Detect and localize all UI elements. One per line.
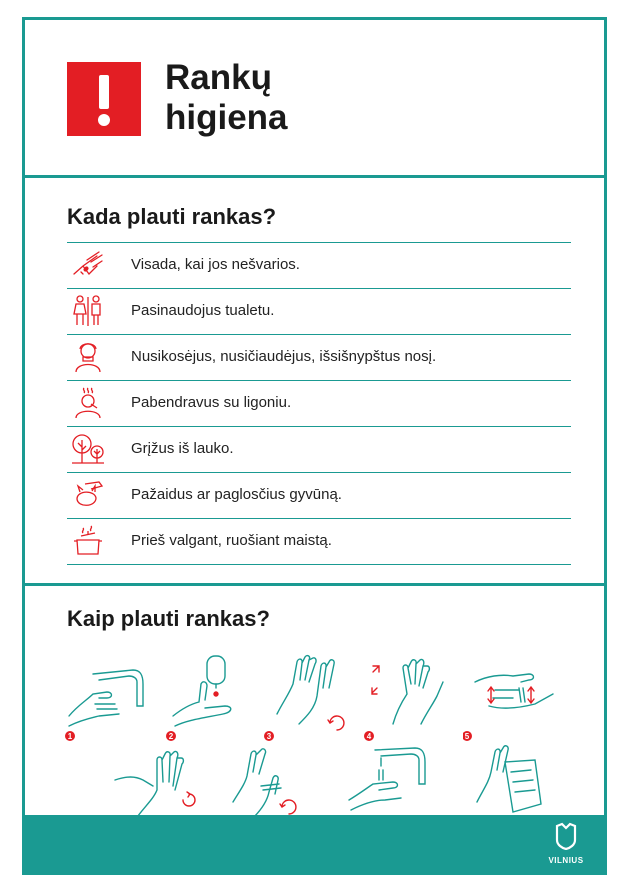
- dirty-hand-icon: [71, 248, 105, 282]
- step-2: [163, 654, 263, 746]
- step-1: [63, 654, 163, 746]
- cooking-pot-icon: [71, 524, 105, 558]
- list-item: [67, 335, 571, 381]
- list-item-label: Nusikosėjus, nusičiaudėjus, išsišnypštus nosį.: [131, 348, 437, 365]
- step-4: [363, 654, 463, 746]
- list-item: [67, 243, 571, 289]
- step-5: [463, 654, 563, 746]
- interlace-fingers-icon: [363, 654, 463, 746]
- wet-hands-tap-icon: [63, 654, 163, 746]
- when-list: [67, 242, 571, 565]
- poster-title: [165, 58, 288, 138]
- poster-header: [25, 20, 604, 178]
- logo-text: VILNIUS: [548, 856, 584, 865]
- when-section: [25, 178, 604, 586]
- back-of-hands-icon: [463, 654, 563, 746]
- sneezing-person-icon: [71, 340, 105, 374]
- rub-palms-icon: [263, 654, 363, 746]
- hand-hygiene-poster: [22, 17, 607, 875]
- petting-animal-icon: [71, 478, 105, 512]
- list-item-label: Grįžus iš lauko.: [131, 440, 234, 457]
- step-number: 2: [168, 732, 174, 741]
- vilnius-crest-icon: [554, 822, 578, 850]
- step-number: 3: [266, 732, 272, 741]
- title-line-2: higiena: [165, 98, 288, 137]
- list-item: [67, 427, 571, 473]
- list-item-label: Pasinaudojus tualetu.: [131, 302, 275, 319]
- when-title: Kada plauti rankas?: [67, 204, 277, 229]
- list-item: [67, 473, 571, 519]
- list-item-label: Pabendravus su ligoniu.: [131, 394, 292, 411]
- list-item-label: Prieš valgant, ruošiant maistą.: [131, 532, 332, 549]
- list-item-label: Pažaidus ar paglosčius gyvūną.: [131, 486, 342, 503]
- poster-footer: [25, 815, 604, 872]
- vilnius-logo: [542, 822, 590, 866]
- alert-icon: [67, 62, 141, 136]
- step-number: 1: [67, 732, 73, 741]
- how-title: Kaip plauti rankas?: [67, 606, 270, 631]
- list-item-label: Visada, kai jos nešvarios.: [131, 256, 300, 273]
- title-line-1: Rankų: [165, 58, 272, 97]
- trees-outdoor-icon: [71, 432, 105, 466]
- list-item: [67, 519, 571, 565]
- sick-person-thermometer-icon: [71, 386, 105, 420]
- list-item: [67, 381, 571, 427]
- toilet-people-icon: [71, 294, 105, 328]
- how-section: [25, 586, 604, 818]
- step-number: 4: [366, 732, 372, 741]
- step-3: [263, 654, 363, 746]
- step-number: 5: [464, 732, 470, 741]
- list-item: [67, 289, 571, 335]
- soap-dispenser-icon: [163, 654, 263, 746]
